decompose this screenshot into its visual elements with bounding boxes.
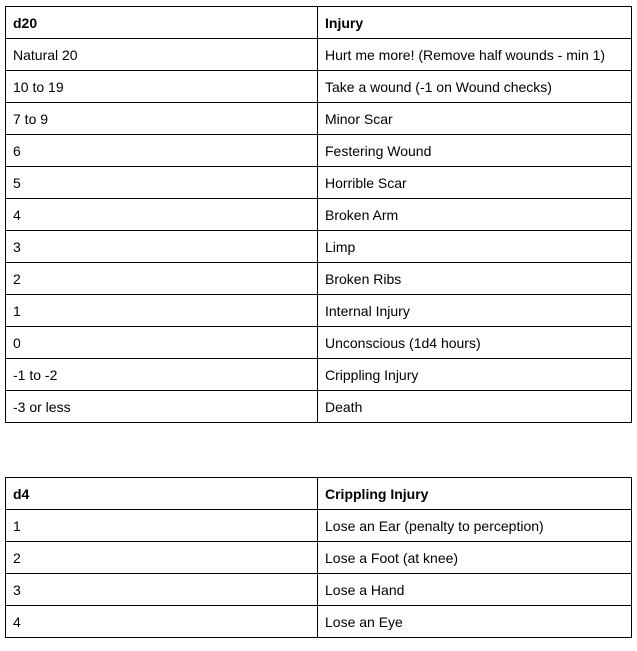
result-cell: Death bbox=[318, 391, 632, 423]
table-row bbox=[6, 167, 632, 199]
header-d20: d20 bbox=[6, 7, 318, 39]
result-cell: Lose a Foot (at knee) bbox=[318, 542, 632, 574]
table-row bbox=[6, 574, 632, 606]
table-row bbox=[6, 327, 632, 359]
roll-cell: 1 bbox=[6, 295, 318, 327]
table-row bbox=[6, 103, 632, 135]
result-cell: Lose an Eye bbox=[318, 606, 632, 638]
result-cell: Take a wound (-1 on Wound checks) bbox=[318, 71, 632, 103]
roll-cell: -3 or less bbox=[6, 391, 318, 423]
roll-cell: 3 bbox=[6, 574, 318, 606]
header-injury: Injury bbox=[318, 7, 632, 39]
roll-cell: 5 bbox=[6, 167, 318, 199]
roll-cell: -1 to -2 bbox=[6, 359, 318, 391]
roll-cell: 2 bbox=[6, 263, 318, 295]
result-cell: Unconscious (1d4 hours) bbox=[318, 327, 632, 359]
roll-cell: 10 to 19 bbox=[6, 71, 318, 103]
table-row bbox=[6, 359, 632, 391]
result-cell: Crippling Injury bbox=[318, 359, 632, 391]
result-cell: Limp bbox=[318, 231, 632, 263]
roll-cell: 4 bbox=[6, 199, 318, 231]
table-row bbox=[6, 606, 632, 638]
result-cell: Minor Scar bbox=[318, 103, 632, 135]
table-row bbox=[6, 510, 632, 542]
table-row bbox=[6, 39, 632, 71]
table-row bbox=[6, 295, 632, 327]
result-cell: Broken Ribs bbox=[318, 263, 632, 295]
roll-cell: Natural 20 bbox=[6, 39, 318, 71]
result-cell: Horrible Scar bbox=[318, 167, 632, 199]
injury-table-header-row bbox=[6, 7, 632, 39]
crippling-table-header-row bbox=[6, 478, 632, 510]
result-cell: Hurt me more! (Remove half wounds - min 1) bbox=[318, 39, 632, 71]
table-row bbox=[6, 263, 632, 295]
result-cell: Festering Wound bbox=[318, 135, 632, 167]
table-row bbox=[6, 135, 632, 167]
header-crippling-injury: Crippling Injury bbox=[318, 478, 632, 510]
roll-cell: 7 to 9 bbox=[6, 103, 318, 135]
roll-cell: 2 bbox=[6, 542, 318, 574]
table-row bbox=[6, 231, 632, 263]
table-row bbox=[6, 542, 632, 574]
result-cell: Lose a Hand bbox=[318, 574, 632, 606]
crippling-injury-table bbox=[5, 477, 632, 638]
table-row bbox=[6, 199, 632, 231]
result-cell: Broken Arm bbox=[318, 199, 632, 231]
roll-cell: 4 bbox=[6, 606, 318, 638]
result-cell: Internal Injury bbox=[318, 295, 632, 327]
roll-cell: 0 bbox=[6, 327, 318, 359]
injury-table bbox=[5, 6, 632, 423]
header-d4: d4 bbox=[6, 478, 318, 510]
roll-cell: 1 bbox=[6, 510, 318, 542]
roll-cell: 6 bbox=[6, 135, 318, 167]
table-row bbox=[6, 391, 632, 423]
table-row bbox=[6, 71, 632, 103]
result-cell: Lose an Ear (penalty to perception) bbox=[318, 510, 632, 542]
roll-cell: 3 bbox=[6, 231, 318, 263]
